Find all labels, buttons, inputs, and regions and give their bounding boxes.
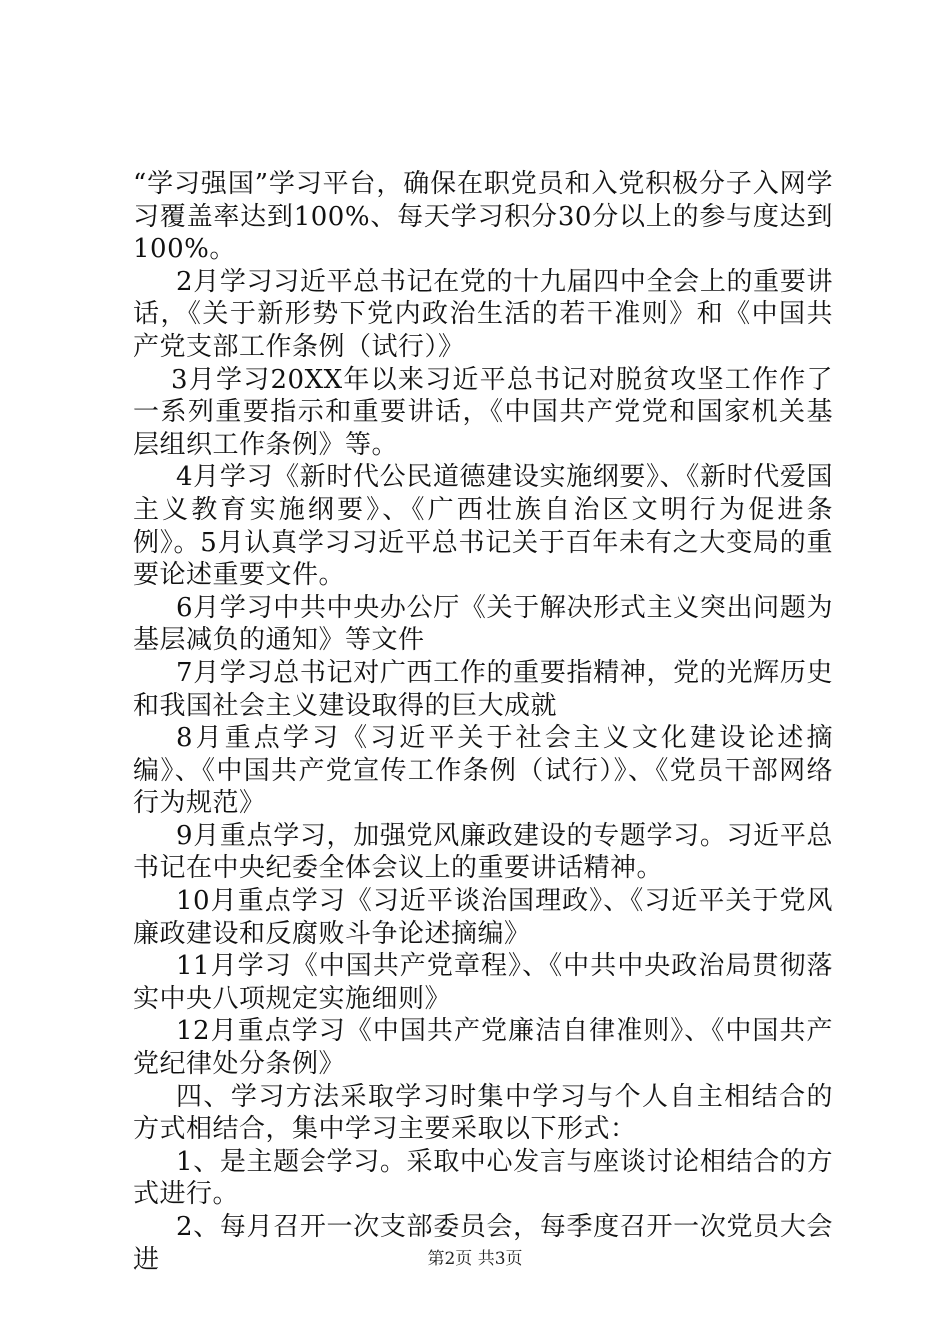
paragraph-8: 9月重点学习，加强党风廉政建设的专题学习。习近平总书记在中央纪委全体会议上的重要讲话精神。 [133, 820, 833, 884]
paragraph-14: 2、每月召开一次支部委员会，每季度召开一次党员大会进 [133, 1212, 833, 1275]
page-number-label: 第2页 共3页 [427, 1249, 523, 1269]
paragraph-13: 1、是主题会学习。采取中心发言与座谈讨论相结合的方式进行。 [133, 1146, 833, 1210]
paragraph-11: 12月重点学习《中国共产党廉洁自律准则》、《中国共产党纪律处分条例》 [133, 1016, 833, 1080]
paragraph-7: 8月重点学习《习近平关于社会主义文化建设论述摘编》、《中国共产党宣传工作条例（试行）》、《党员干部网络行为规范》 [133, 723, 833, 819]
paragraph-1: “学习强国”学习平台，确保在职党员和入党积极分子入网学习覆盖率达到100%、每天学习积分30分以上的参与度达到100%。 [133, 169, 833, 265]
paragraph-9: 10月重点学习《习近平谈治国理政》、《习近平关于党风廉政建设和反腐败斗争论述摘编》 [133, 886, 833, 949]
paragraph-10: 11月学习《中国共产党章程》、《中共中央政治局贯彻落实中央八项规定实施细则》 [133, 951, 833, 1014]
paragraph-6: 7月学习总书记对广西工作的重要指精神，党的光辉历史和我国社会主义建设取得的巨大成就 [133, 657, 833, 721]
paragraph-4: 4月学习《新时代公民道德建设实施纲要》、《新时代爱国主义教育实施纲要》、《广西壮族自治区文明行为促进条例》。5月认真学习习近平总书记关于百年未有之大变局的重要论述重要文件。 [133, 462, 833, 591]
paragraph-2: 2月学习习近平总书记在党的十九届四中全会上的重要讲话，《关于新形势下党内政治生活的若干准则》和《中国共产党支部工作条例（试行）》 [133, 266, 833, 362]
paragraph-12: 四、学习方法采取学习时集中学习与个人自主相结合的方式相结合，集中学习主要采取以下形式： [133, 1081, 833, 1145]
page-footer [0, 1244, 950, 1269]
paragraph-3: 3月学习20XX年以来习近平总书记对脱贫攻坚工作作了一系列重要指示和重要讲话，《中国共产党党和国家机关基层组织工作条例》等。 [133, 364, 833, 460]
document-body [133, 168, 833, 1276]
paragraph-5: 6月学习中共中央办公厅《关于解决形式主义突出问题为基层减负的通知》等文件 [133, 592, 833, 656]
